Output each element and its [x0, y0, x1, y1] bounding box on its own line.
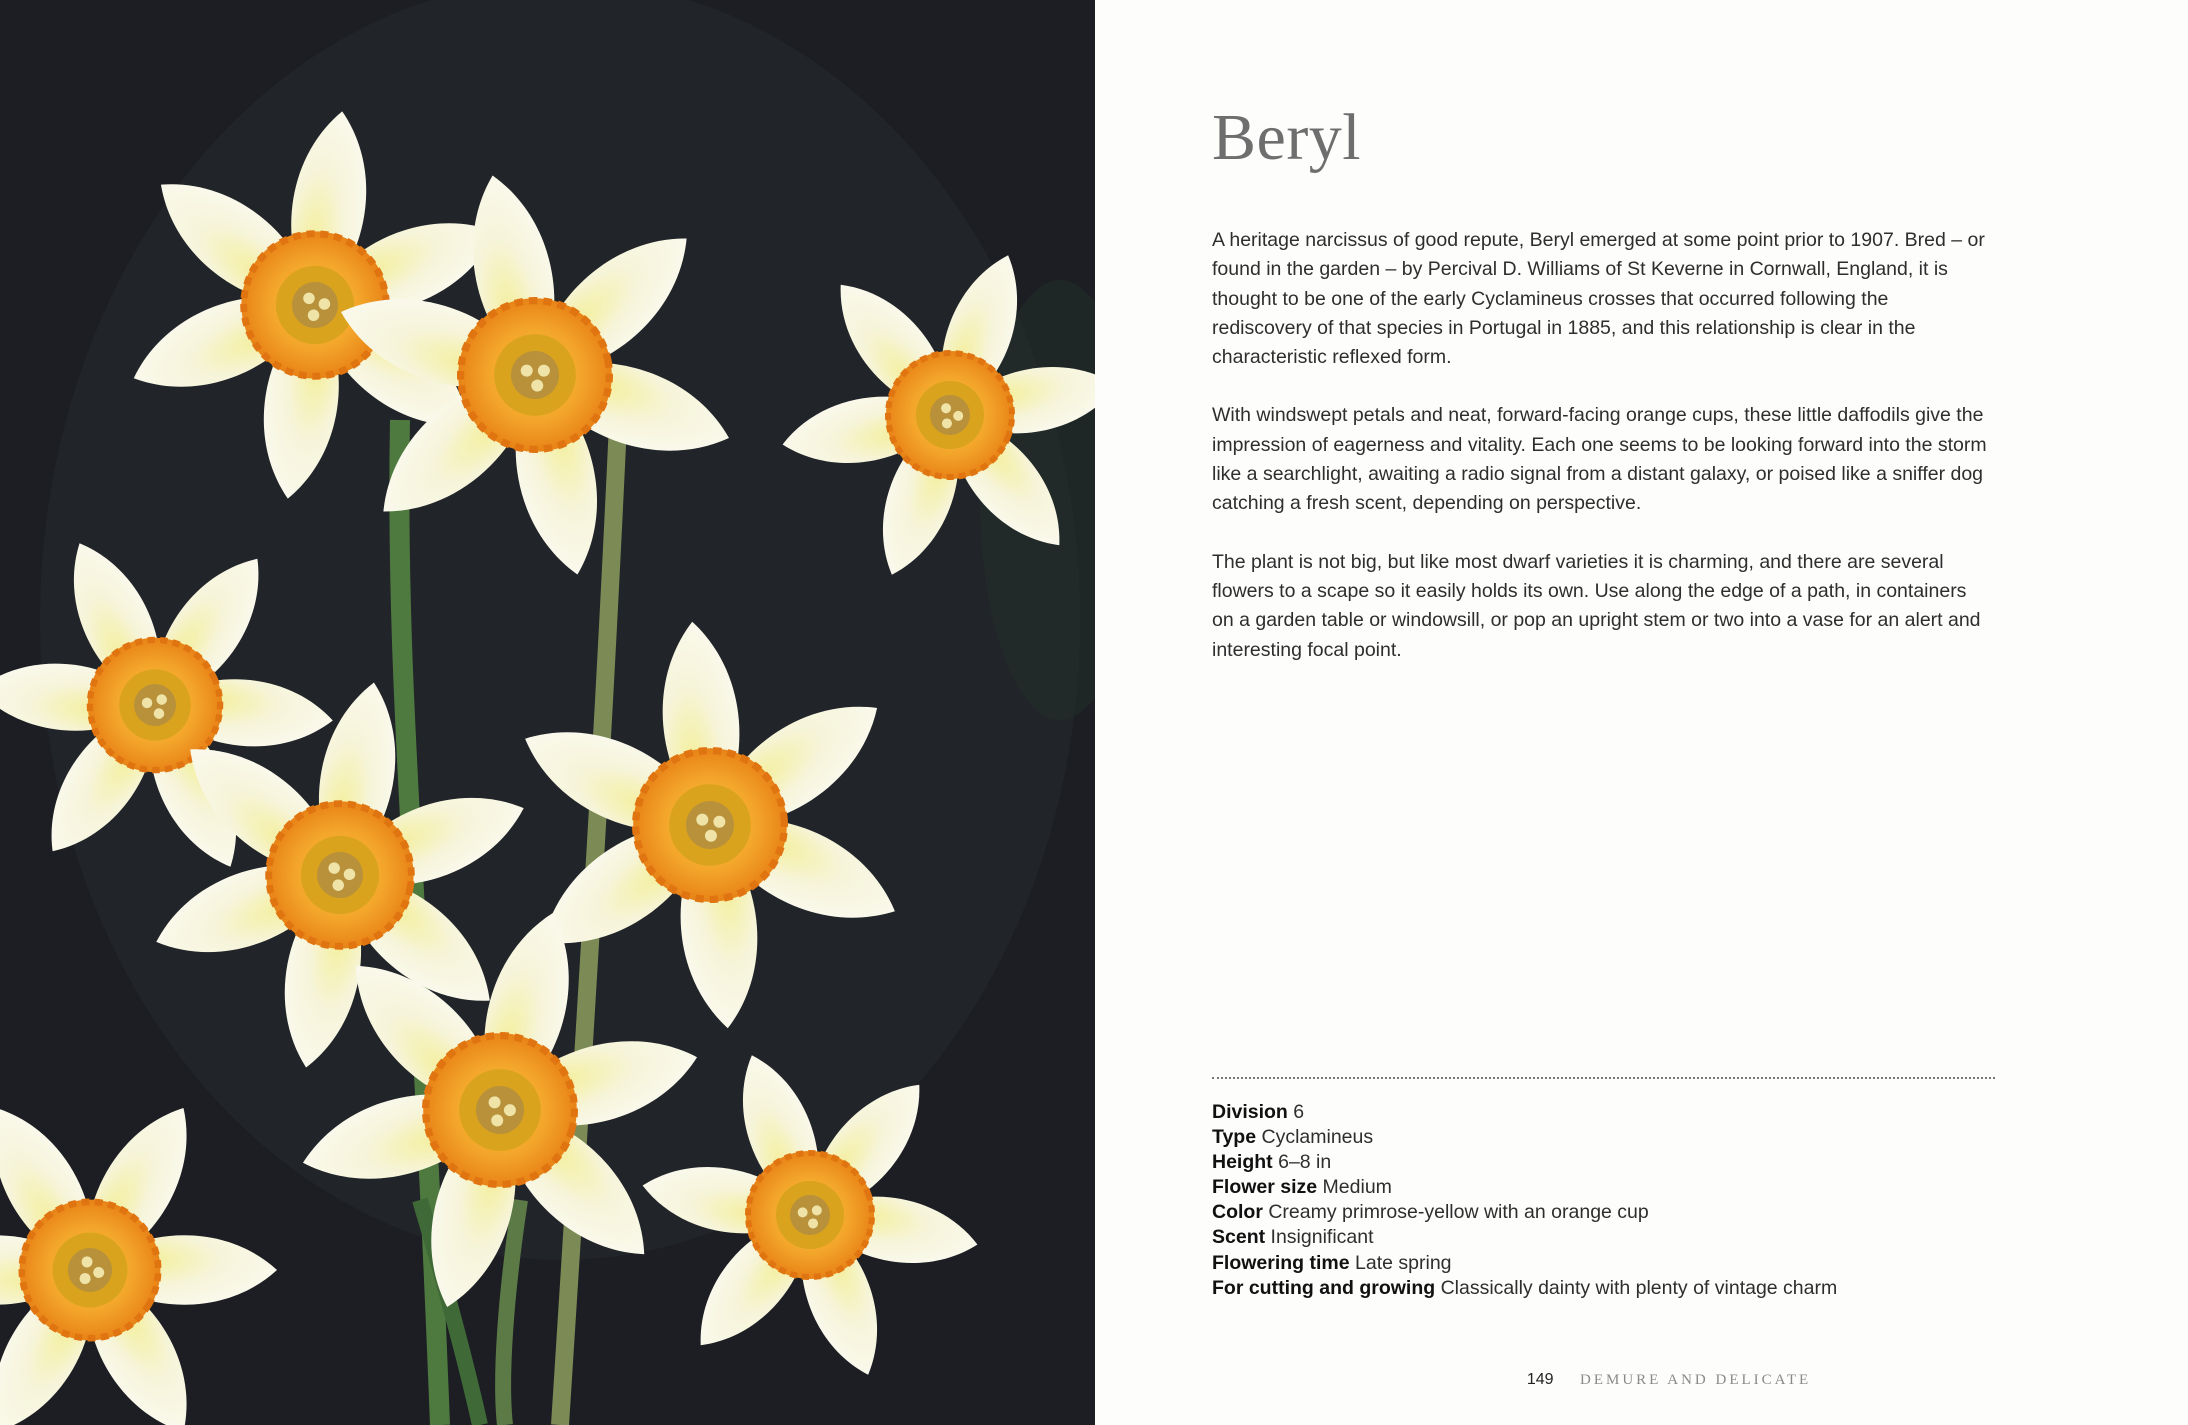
spec-label: Color [1212, 1201, 1263, 1224]
dotted-divider [1212, 1077, 1995, 1079]
spec-label: For cutting and growing [1212, 1276, 1436, 1299]
page-footer [1095, 1371, 2188, 1389]
paragraph-appearance: With windswept petals and neat, forward-facing orange cups, these little daffodils give the impression of eagerness and vitality. Each one seems to be looking forward into the storm like a searchlight, awaiting a radio signal from a distant galaxy, or poised like a sniffer dog catching a fresh scent, depending on perspective. [1212, 404, 1987, 515]
section-title: DEMURE AND DELICATE [1580, 1372, 1812, 1388]
spec-label: Scent [1212, 1226, 1266, 1249]
spec-label: Flower size [1212, 1176, 1318, 1199]
spec-height [1212, 1150, 1837, 1175]
text-page [1095, 0, 2188, 1425]
spec-value: 6–8 in [1278, 1151, 1332, 1174]
spec-value: Late spring [1355, 1251, 1452, 1274]
paragraph-history: A heritage narcissus of good repute, Beryl emerged at some point prior to 1907. Bred – or found in the garden – by Percival D. Williams of St Keverne in Cornwall, England, it is thought to be one of the early Cyclamineus crosses that occurred following the rediscovery of that species in Portugal in 1885, and this relationship is clear in the characteristic reflexed form. [1212, 229, 1985, 369]
page-number: 149 [1526, 1371, 1554, 1388]
spec-value: Cyclamineus [1261, 1126, 1374, 1149]
spec-cutting-growing [1212, 1276, 1837, 1301]
spec-flower-size [1212, 1175, 1837, 1200]
specs-list [1212, 1100, 1837, 1301]
spec-division [1212, 1100, 1837, 1125]
spec-label: Flowering time [1212, 1251, 1350, 1274]
spec-label: Type [1212, 1126, 1257, 1149]
spec-type [1212, 1125, 1837, 1150]
spec-value: 6 [1293, 1101, 1305, 1123]
description-body [1212, 226, 1992, 694]
paragraph-usage: The plant is not big, but like most dwarf varieties it is charming, and there are several flowers to a scape so it easily holds its own. Use along the edge of a path, in containers on a garden table or windowsill, or pop an upright stem or two into a vase for an alert and interesting focal point. [1212, 550, 1981, 661]
spec-value: Insignificant [1270, 1226, 1374, 1249]
spec-value: Creamy primrose-yellow with an orange cup [1268, 1201, 1649, 1224]
spec-label: Height [1212, 1151, 1273, 1174]
spec-value: Classically dainty with plenty of vintage charm [1440, 1276, 1838, 1299]
spec-value: Medium [1322, 1176, 1392, 1199]
spec-color [1212, 1200, 1837, 1225]
spec-scent [1212, 1225, 1837, 1250]
spec-label: Division [1212, 1101, 1288, 1123]
page-title: Beryl [1212, 101, 1362, 174]
spec-flowering-time [1212, 1251, 1837, 1276]
